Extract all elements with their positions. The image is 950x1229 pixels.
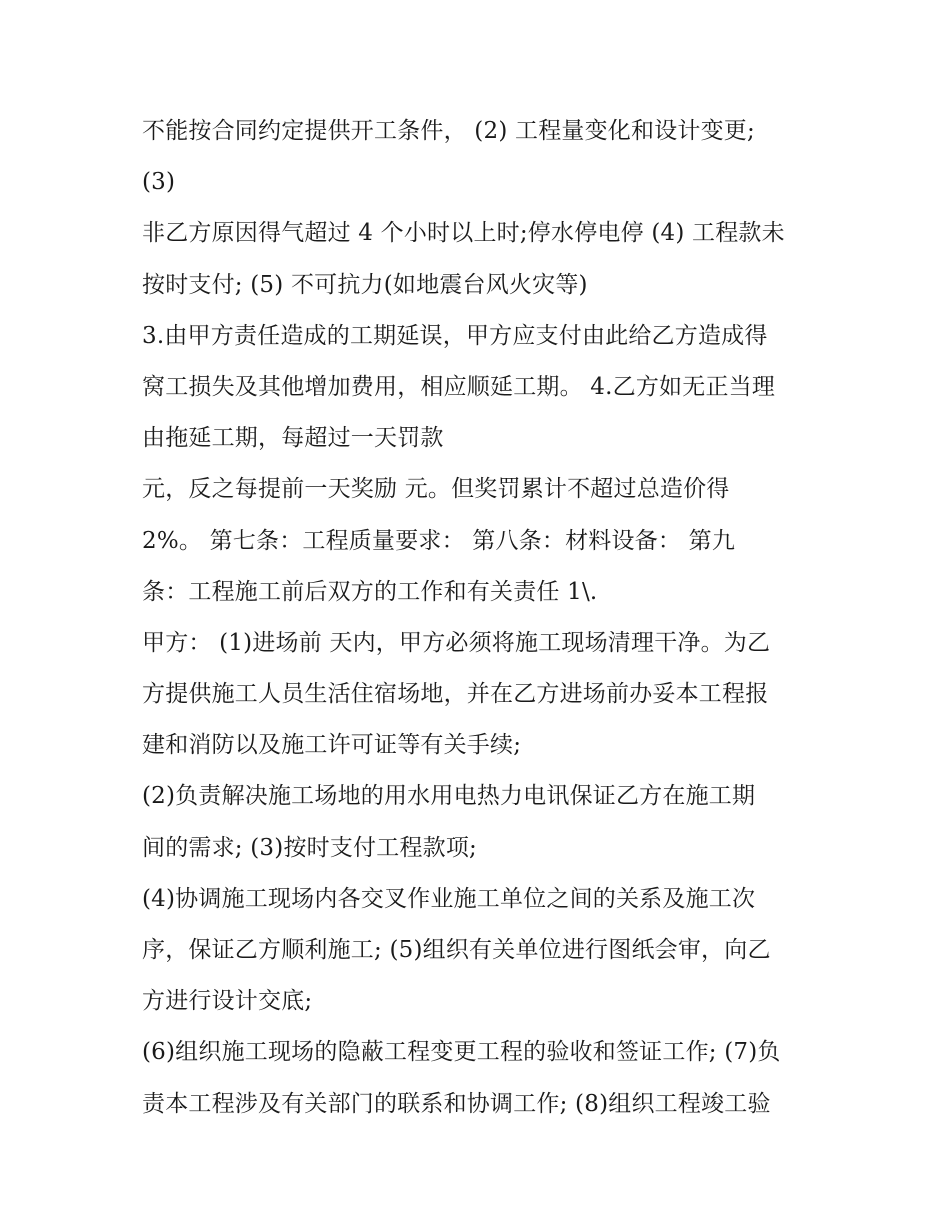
text-line: 甲方： (1)进场前 天内，甲方必须将施工现场清理干净。为乙 — [142, 629, 771, 656]
text-line: 3.由甲方责任造成的工期延误，甲方应支付由此给乙方造成得 — [142, 322, 768, 349]
text-line: 间的需求; (3)按时支付工程款项; — [142, 834, 477, 861]
text-line: 元，反之每提前一天奖励 元。但奖罚累计不超过总造价得 — [142, 476, 730, 503]
text-line: 方进行设计交底; — [142, 988, 313, 1015]
text-line: 不能按合同约定提供开工条件， (2) 工程量变化和设计变更; — [142, 118, 755, 144]
text-line: 责本工程涉及有关部门的联系和协调工作; (8)组织工程竣工验 — [142, 1090, 771, 1117]
text-line: 由拖延工期，每超过一天罚款 — [142, 425, 444, 452]
text-line: 条：工程施工前后双方的工作和有关责任 1\. — [142, 578, 598, 605]
text-line: 窝工损失及其他增加费用，相应顺延工期。 4.乙方如无正当理 — [142, 373, 776, 400]
text-line: 方提供施工人员生活住宿场地，并在乙方进场前办妥本工程报 — [142, 681, 769, 708]
text-line: 按时支付; (5) 不可抗力(如地震台风火灾等) — [142, 271, 588, 298]
text-line: 建和消防以及施工许可证等有关手续; — [142, 732, 522, 759]
text-line: (3) — [142, 169, 176, 196]
text-line: 非乙方原因得气超过 4 个小时以上时;停水停电停 (4) 工程款未 — [142, 220, 785, 247]
text-line: 2%。 第七条：工程质量要求： 第八条：材料设备： 第九 — [142, 527, 736, 554]
text-line: (6)组织施工现场的隐蔽工程变更工程的验收和签证工作; (7)负 — [142, 1039, 781, 1066]
document-body — [142, 106, 822, 1130]
text-line: (2)负责解决施工场地的用水用电热力电讯保证乙方在施工期 — [142, 783, 756, 810]
text-line: 序，保证乙方顺利施工; (5)组织有关单位进行图纸会审，向乙 — [142, 937, 771, 963]
text-line: (4)协调施工现场内各交叉作业施工单位之间的关系及施工次 — [142, 885, 756, 912]
